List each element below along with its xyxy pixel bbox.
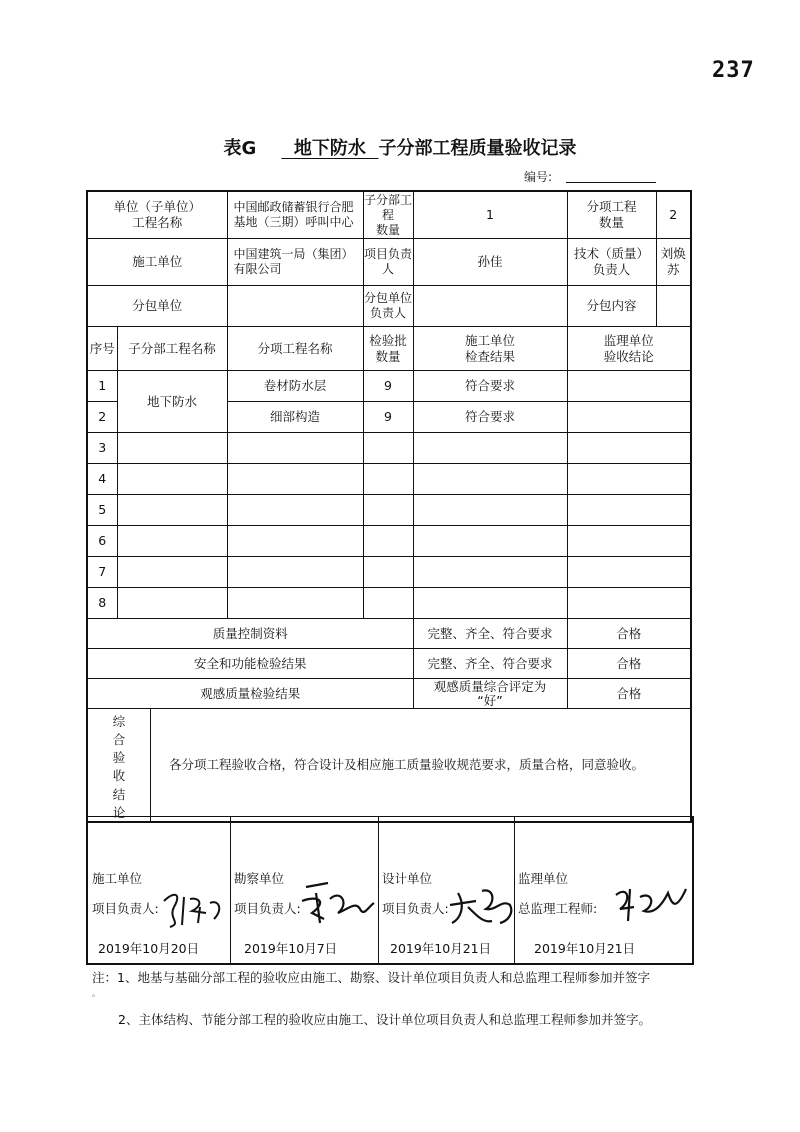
signature-scribble xyxy=(160,889,230,929)
col-contractor-check: 施工单位 检查结果 xyxy=(413,327,567,371)
summary-label: 安全和功能检验结果 xyxy=(87,649,413,679)
note-1: 注：1、地基与基础分部工程的验收应由施工、勘察、设计单位项目负责人和总监理工程师参加并签字 xyxy=(92,970,650,985)
table-row xyxy=(87,526,691,557)
table-row xyxy=(87,433,691,464)
serial-field[interactable] xyxy=(566,182,656,183)
sig-person-label: 总监理工程师: xyxy=(518,901,598,916)
sig-unit-label: 监理单位 xyxy=(518,871,569,886)
sig-unit-label: 施工单位 xyxy=(92,871,143,886)
table-row xyxy=(87,557,691,588)
table-row xyxy=(87,371,691,402)
sig-person-label: 项目负责人: xyxy=(234,901,301,916)
item-count-value: 2 xyxy=(669,207,678,223)
row-supervisor-conclusion[interactable] xyxy=(567,371,691,402)
row-subdiv-name[interactable] xyxy=(117,495,227,526)
signature-scribble xyxy=(448,883,518,929)
tech-lead-value: 刘焕苏 xyxy=(660,246,686,277)
row-number: 6 xyxy=(87,526,117,557)
page-number: 237 xyxy=(712,58,755,83)
subcontractor-label: 分包单位 xyxy=(87,286,227,327)
row-contractor-result: 符合要求 xyxy=(413,371,567,402)
row-supervisor-conclusion[interactable] xyxy=(567,464,691,495)
serial-label: 编号: xyxy=(524,170,553,184)
summary-result: 合格 xyxy=(567,619,691,649)
row-supervisor-conclusion[interactable] xyxy=(567,495,691,526)
signature-scribble xyxy=(298,879,378,925)
row-contractor-result[interactable] xyxy=(413,557,567,588)
row-subdiv-name[interactable] xyxy=(117,526,227,557)
row-subdiv-name[interactable] xyxy=(117,464,227,495)
signature-survey xyxy=(230,817,379,963)
col-item-name: 分项工程名称 xyxy=(227,327,363,371)
row-item-name: 卷材防水层 xyxy=(227,371,363,402)
row-contractor-result[interactable] xyxy=(413,433,567,464)
pm-value: 孙佳 xyxy=(413,239,567,286)
title-suffix: 子分部工程质量验收记录 xyxy=(378,138,577,159)
row-number: 7 xyxy=(87,557,117,588)
table-row xyxy=(87,588,691,619)
note-dot: 。 xyxy=(92,989,100,998)
sub-pm-value[interactable] xyxy=(413,286,567,327)
row-batch-count: 9 xyxy=(363,371,413,402)
subdiv-count-value: 1 xyxy=(413,191,567,239)
row-contractor-result[interactable] xyxy=(413,588,567,619)
row-contractor-result[interactable] xyxy=(413,526,567,557)
row-batch-count[interactable] xyxy=(363,464,413,495)
summary-label: 观感质量检验结果 xyxy=(87,679,413,709)
summary-label: 质量控制资料 xyxy=(87,619,413,649)
sig-date: 2019年10月7日 xyxy=(244,941,338,956)
row-contractor-result[interactable] xyxy=(413,495,567,526)
row-item-name[interactable] xyxy=(227,433,363,464)
row-batch-count[interactable] xyxy=(363,433,413,464)
row-item-name[interactable] xyxy=(227,588,363,619)
row-supervisor-conclusion[interactable] xyxy=(567,433,691,464)
table-row xyxy=(87,464,691,495)
title-subject: 地下防水 xyxy=(293,138,366,159)
form-title xyxy=(0,134,800,160)
col-supervisor-check: 监理单位 验收结论 xyxy=(567,327,691,371)
acceptance-table xyxy=(86,190,692,823)
sig-unit-label: 勘察单位 xyxy=(234,871,285,886)
row-subdiv-name[interactable] xyxy=(117,433,227,464)
signature-design xyxy=(378,817,515,963)
col-seq: 序号 xyxy=(87,327,117,371)
signature-scribble xyxy=(612,881,692,925)
row-supervisor-conclusion[interactable] xyxy=(567,588,691,619)
row-batch-count: 9 xyxy=(363,402,413,433)
contractor-label: 施工单位 xyxy=(87,239,227,286)
subdiv-count-label: 子分部工程 数量 xyxy=(364,192,413,237)
note-2: 2、主体结构、节能分部工程的验收应由施工、设计单位项目负责人和总监理工程师参加并签字。 xyxy=(118,1012,651,1027)
title-prefix: 表G xyxy=(223,138,257,159)
table-row xyxy=(87,495,691,526)
conclusion-label: 综 合 验 收 结 论 xyxy=(88,709,151,821)
subcontractor-value[interactable] xyxy=(227,286,363,327)
tech-lead-label: 技术（质量） 负责人 xyxy=(568,239,657,285)
row-supervisor-conclusion[interactable] xyxy=(567,557,691,588)
row-number: 2 xyxy=(87,402,117,433)
conclusion-text: 各分项工程验收合格，符合设计及相应施工质量验收规范要求，质量合格，同意验收。 xyxy=(169,757,645,773)
contractor-value: 中国建筑一局（集团） 有限公司 xyxy=(227,239,363,286)
unit-name-label: 单位（子单位） 工程名称 xyxy=(87,191,227,239)
summary-row xyxy=(87,649,691,679)
summary-check: 完整、齐全、符合要求 xyxy=(413,619,567,649)
row-contractor-result: 符合要求 xyxy=(413,402,567,433)
row-item-name[interactable] xyxy=(227,464,363,495)
row-supervisor-conclusion[interactable] xyxy=(567,402,691,433)
summary-check: 完整、齐全、符合要求 xyxy=(413,649,567,679)
sig-person-label: 项目负责人: xyxy=(92,901,159,916)
row-contractor-result[interactable] xyxy=(413,464,567,495)
row-batch-count[interactable] xyxy=(363,495,413,526)
row-number: 3 xyxy=(87,433,117,464)
sig-date: 2019年10月21日 xyxy=(534,941,636,956)
item-count-label: 分项工程 数量 xyxy=(568,192,657,238)
row-supervisor-conclusion[interactable] xyxy=(567,526,691,557)
summary-check: 观感质量综合评定为 “好” xyxy=(413,679,567,709)
row-number: 8 xyxy=(87,588,117,619)
signature-contractor xyxy=(88,817,231,963)
sig-person-label: 项目负责人: xyxy=(382,901,449,916)
row-item-name[interactable] xyxy=(227,526,363,557)
sub-pm-label: 分包单位 负责人 xyxy=(363,286,413,327)
summary-row xyxy=(87,619,691,649)
row-batch-count[interactable] xyxy=(363,557,413,588)
row-item-name: 细部构造 xyxy=(227,402,363,433)
row-batch-count[interactable] xyxy=(363,588,413,619)
col-batch-count: 检验批 数量 xyxy=(363,327,413,371)
signature-block xyxy=(86,816,694,965)
unit-name-value: 中国邮政储蓄银行合肥 基地（三期）呼叫中心 xyxy=(227,191,363,239)
row-item-name[interactable] xyxy=(227,557,363,588)
sig-date: 2019年10月20日 xyxy=(98,941,200,956)
summary-row xyxy=(87,679,691,709)
summary-result: 合格 xyxy=(567,649,691,679)
summary-result: 合格 xyxy=(567,679,691,709)
row-number: 5 xyxy=(87,495,117,526)
row-number: 1 xyxy=(87,371,117,402)
row-number: 4 xyxy=(87,464,117,495)
row-item-name[interactable] xyxy=(227,495,363,526)
row-batch-count[interactable] xyxy=(363,526,413,557)
row-subdiv-name[interactable] xyxy=(117,557,227,588)
sub-content-label: 分包内容 xyxy=(568,286,657,326)
col-subdiv-name: 子分部工程名称 xyxy=(117,327,227,371)
pm-label: 项目负责人 xyxy=(363,239,413,286)
sig-unit-label: 设计单位 xyxy=(382,871,433,886)
row-subdiv-name[interactable] xyxy=(117,588,227,619)
sig-date: 2019年10月21日 xyxy=(390,941,492,956)
row-subdiv-name: 地下防水 xyxy=(117,371,227,433)
signature-supervisor xyxy=(514,817,692,963)
